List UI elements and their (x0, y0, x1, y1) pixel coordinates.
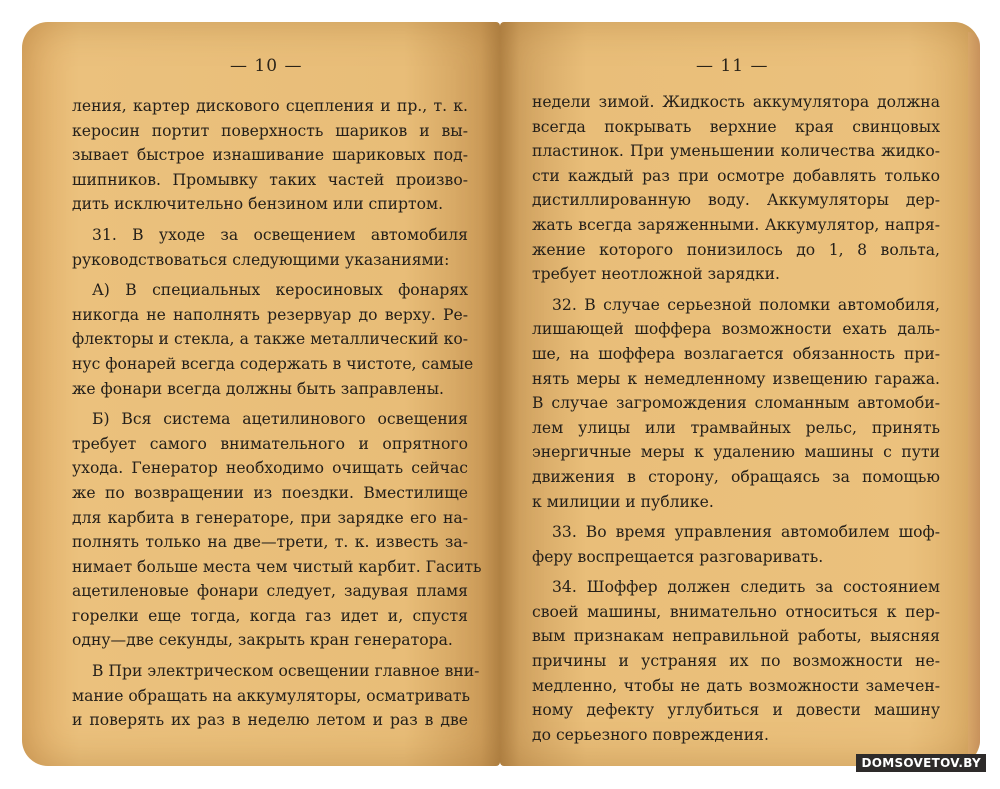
text-line: нимает больше места чем чистый карбит. Гасить (72, 557, 482, 576)
text-line: лишающей шоффера возможности ехать даль- (532, 320, 940, 339)
text-line: недели зимой. Жидкость аккумулятора должна (532, 93, 940, 111)
text-line: для карбита в генераторе, при зарядке его на- (72, 508, 468, 527)
text-line: до серьезного повреждения. (532, 725, 769, 744)
text-line: ше, на шоффера возлагается обязанность при- (532, 344, 940, 363)
text-line: одну—две секунды, закрыть кран генератора. (72, 631, 453, 650)
left-page (22, 22, 500, 766)
text-line: керосин портит поверхность шариков и вы- (72, 121, 468, 140)
text-line: причины и устраняя их по возможности не- (532, 652, 940, 671)
open-book (22, 22, 980, 766)
page-number-left: — 10 — (230, 56, 303, 76)
right-page-text (532, 90, 940, 747)
page-number-right: — 11 — (696, 56, 769, 76)
text-line: А) В специальных керосиновых фонарях (92, 281, 468, 300)
text-line: к милиции и публике. (532, 492, 714, 511)
text-line: ному дефекту углубиться и довести машину (532, 701, 940, 720)
text-line: дистиллированную воду. Аккумуляторы дер- (532, 191, 940, 210)
text-line: вым признакам неправильной работы, выясняя (532, 627, 940, 646)
text-line: ацетиленовые фонари следует, задувая пламя (72, 582, 468, 601)
text-line: всегда покрывать верхние края свинцовых (532, 117, 940, 136)
text-line: движения в сторону, обращаясь за помощью (532, 467, 940, 486)
text-line: ления, картер дискового сцепления и пр., т. к. (72, 97, 468, 115)
text-line: руководствоваться следующими указаниями: (72, 250, 450, 269)
text-line: никогда не наполнять резервуар до верху. Ре- (72, 305, 468, 324)
text-line: требует неотложной зарядки. (532, 265, 780, 284)
text-line: ухода. Генератор необходимо очищать сейчас (72, 459, 468, 478)
text-line: полнять только на две—трети, т. к. известь за- (72, 533, 468, 552)
text-line: дить исключительно бензином или спиртом. (72, 195, 444, 214)
text-line: требует самого внимательного и опрятного (72, 434, 468, 453)
text-line: же фонари всегда должны быть заправлены. (72, 379, 444, 398)
page-edge (968, 32, 980, 754)
text-line: В случае загромождения сломанным автомоби- (532, 394, 940, 413)
text-line: своей машины, внимательно относиться к пер- (532, 602, 940, 621)
text-line: В При электрическом освещении главное вни- (92, 662, 480, 681)
text-line: нус фонарей всегда содержать в чистоте, самые (72, 354, 474, 373)
text-line: и поверять их раз в неделю летом и раз в две (72, 711, 468, 730)
right-page (500, 22, 980, 766)
text-line: пластинок. При уменьшении количества жидко- (532, 142, 940, 161)
text-line: мание обращать на аккумуляторы, осматривать (72, 686, 471, 705)
text-line: медленно, чтобы не дать возможности замечен- (532, 676, 940, 695)
text-line: горелки еще тогда, когда газ идет и, спустя (72, 606, 468, 625)
site-watermark: DOMSOVETOV.BY (856, 754, 986, 772)
text-line: жение которого понизилось до 1, 8 вольта, (532, 240, 940, 259)
text-line: же по возвращении из поездки. Вместилище (72, 483, 468, 502)
text-line: нять меры к немедленному извещению гаража. (532, 369, 940, 388)
left-page-text (72, 94, 482, 733)
text-line: лем улицы или трамвайных рельс, принять (532, 418, 940, 437)
text-line: жать всегда заряженными. Аккумулятор, напря- (532, 215, 940, 234)
text-line: зывает быстрое изнашивание шариковых под- (72, 146, 468, 165)
text-line: сти каждый раз при осмотре добавлять только (532, 166, 940, 185)
text-line: феру воспрещается разговаривать. (532, 547, 824, 566)
text-line: 34. Шоффер должен следить за состоянием (552, 578, 940, 597)
text-line: шипников. Промывку таких частей произво- (72, 170, 468, 189)
text-line: флекторы и стекла, а также металлический ко- (72, 330, 468, 349)
text-line: Б) Вся система ацетилинового освещения (92, 410, 468, 429)
text-line: 33. Во время управления автомобилем шоф- (552, 523, 940, 542)
text-line: 31. В уходе за освещением автомобиля (92, 225, 468, 244)
text-line: 32. В случае серьезной поломки автомобиля, (552, 295, 940, 314)
text-line: энергичные меры к удалению машины с пути (532, 443, 940, 462)
